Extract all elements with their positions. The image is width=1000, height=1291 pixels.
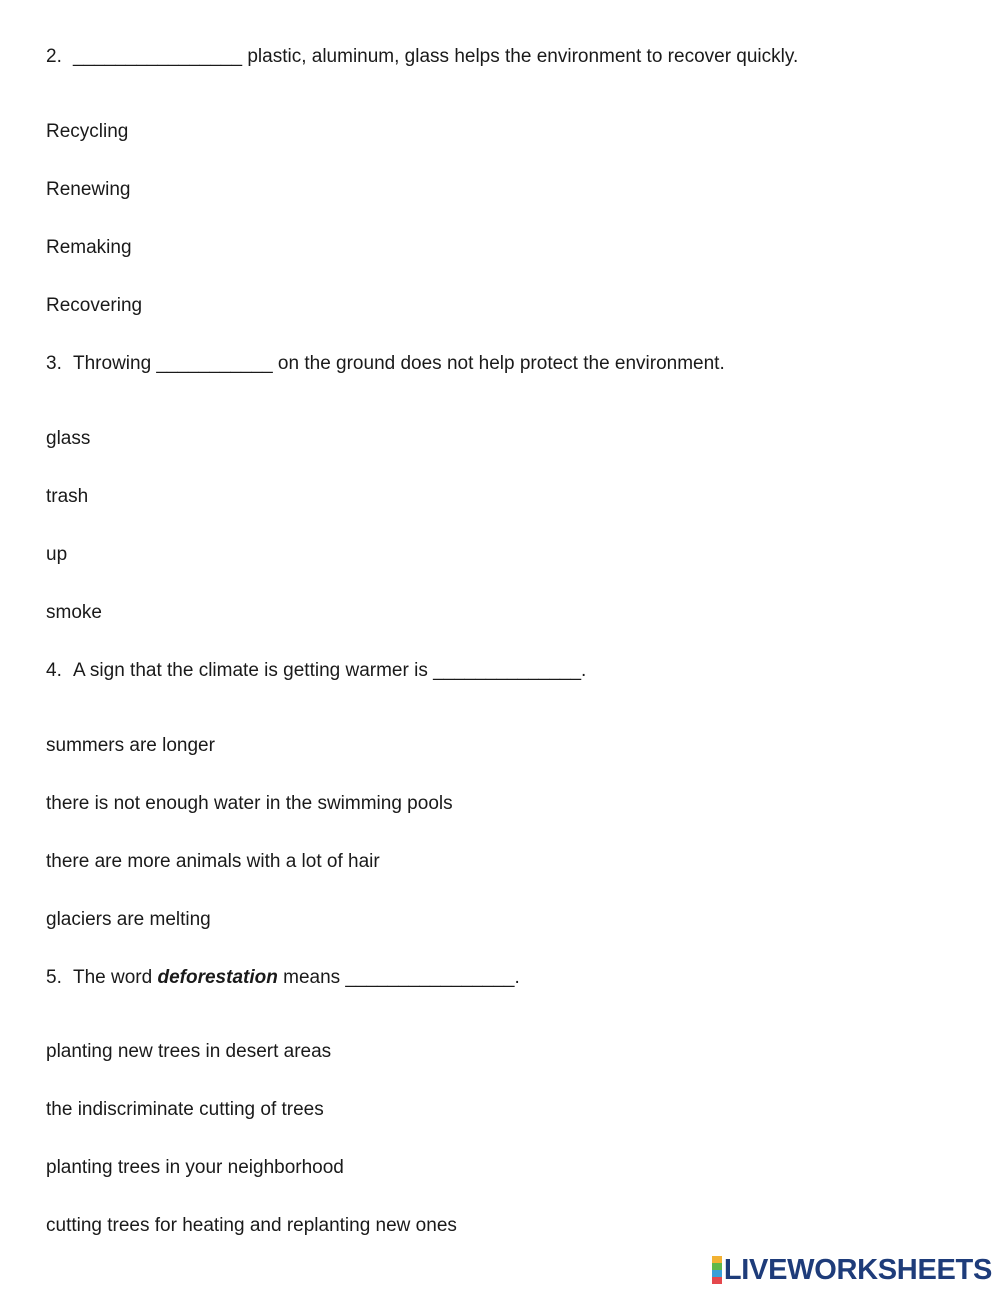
question-number: 2. [46, 46, 62, 67]
logo-block [712, 1263, 722, 1270]
logo-blocks-icon [712, 1256, 722, 1284]
question-5-option-1[interactable]: planting new trees in desert areas [46, 1041, 332, 1062]
question-4-option-2[interactable]: there is not enough water in the swimming pools [46, 793, 453, 814]
logo-block [712, 1256, 722, 1263]
liveworksheets-logo [712, 1256, 992, 1284]
question-5-option-3[interactable]: planting trees in your neighborhood [46, 1157, 344, 1178]
question-number: 5. [46, 967, 62, 988]
question-3-option-2[interactable]: trash [46, 486, 89, 507]
question-3-option-3[interactable]: up [46, 544, 68, 565]
question-3-option-1[interactable]: glass [46, 428, 91, 449]
emphasized-term: deforestation [157, 967, 278, 988]
question-2-stem [46, 45, 798, 69]
question-4-option-4[interactable]: glaciers are melting [46, 909, 211, 930]
brand-name: LIVEWORKSHEETS [723, 1254, 992, 1286]
question-4-option-3[interactable]: there are more animals with a lot of hair [46, 851, 380, 872]
question-4-option-1[interactable]: summers are longer [46, 735, 215, 756]
question-5-stem [46, 966, 520, 990]
question-2-option-4[interactable]: Recovering [46, 295, 143, 316]
question-text-after: means ________________. [277, 967, 520, 988]
question-5-option-2[interactable]: the indiscriminate cutting of trees [46, 1099, 324, 1120]
question-5-option-4[interactable]: cutting trees for heating and replanting new ones [46, 1215, 457, 1236]
question-text: A sign that the climate is getting warmer is ______________. [73, 660, 587, 681]
question-2-option-1[interactable]: Recycling [46, 121, 129, 142]
question-4-stem [46, 659, 586, 683]
question-3-option-4[interactable]: smoke [46, 602, 102, 623]
question-2-option-3[interactable]: Remaking [46, 237, 132, 258]
question-3-stem [46, 352, 725, 376]
question-2-option-2[interactable]: Renewing [46, 179, 131, 200]
question-text: Throwing ___________ on the ground does not help protect the environment. [73, 353, 725, 374]
question-number: 3. [46, 353, 62, 374]
logo-block [712, 1277, 722, 1284]
question-text: ________________ plastic, aluminum, glass helps the environment to recover quickly. [73, 46, 799, 67]
logo-block [712, 1270, 722, 1277]
question-text-before: The word [73, 967, 158, 988]
question-number: 4. [46, 660, 62, 681]
